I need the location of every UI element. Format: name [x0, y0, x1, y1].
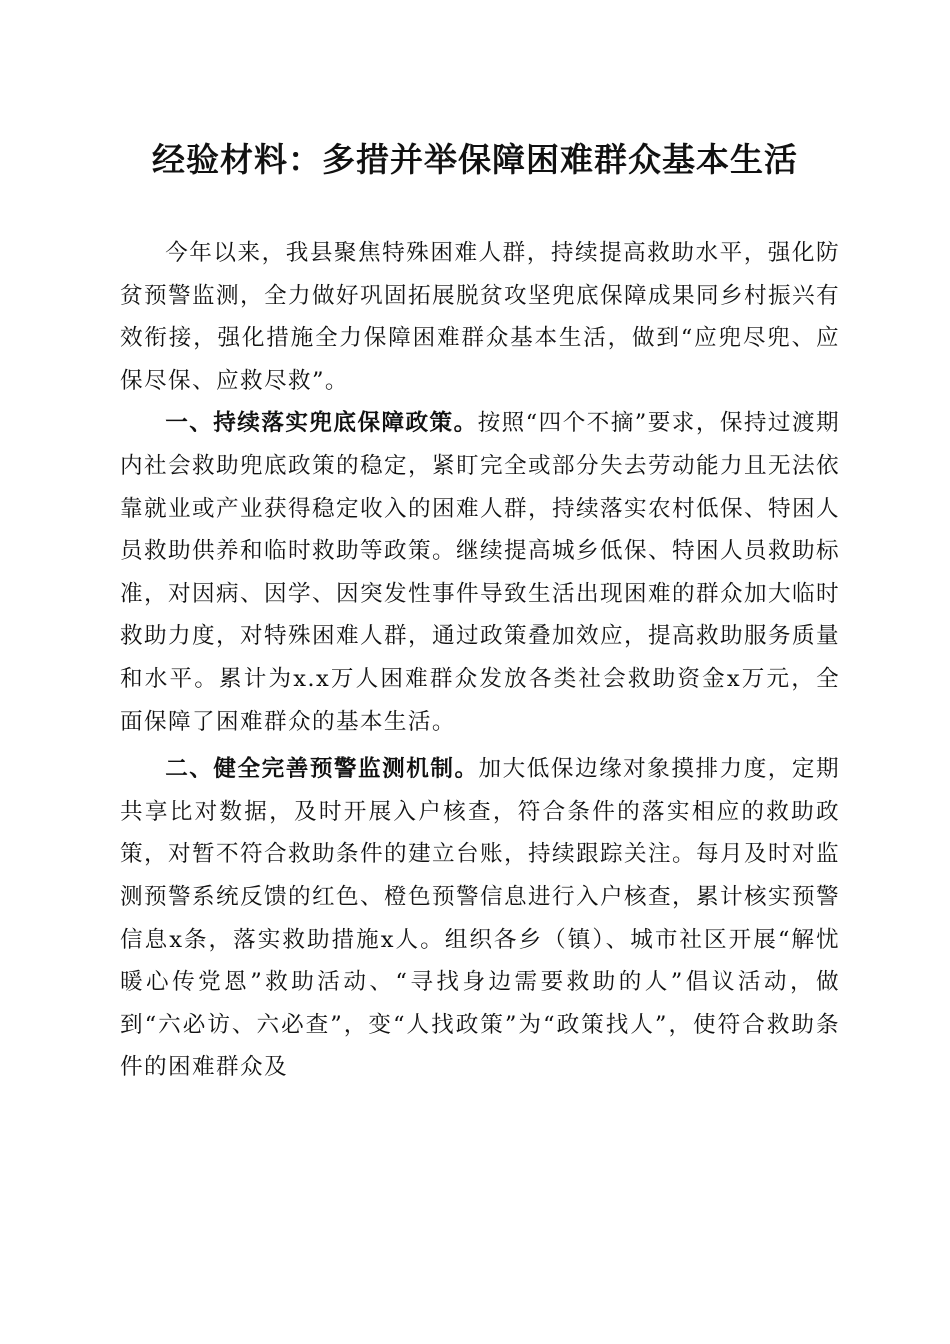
document-body	[120, 232, 840, 1089]
document-title: 经验材料：多措并举保障困难群众基本生活	[152, 140, 798, 179]
section-2-text: 加大低保边缘对象摸排力度，定期共享比对数据，及时开展入户核查，符合条件的落实相应的救助政策，对暂不符合救助条件的建立台账，持续跟踪关注。每月及时对监测预警系统反馈的红色、橙色预警信息进行入户核查，累计核实预警信息x条，落实救助措施x人。组织各乡（镇）、城市社区开展“解忧暖心传党恩”救助活动、“寻找身边需要救助的人”倡议活动，做到“六必访、六必查”，变“人找政策”为“政策找人”，使符合救助条件的困难群众及	[120, 756, 841, 1081]
section-1-paragraph	[120, 402, 840, 743]
intro-paragraph: 今年以来，我县聚焦特殊困难人群，持续提高救助水平，强化防贫预警监测，全力做好巩固拓展脱贫攻坚兜底保障成果同乡村振兴有效衔接，强化措施全力保障困难群众基本生活，做到“应兜尽兜、应保尽保、应救尽救”。	[120, 240, 840, 394]
section-2-heading: 二、健全完善预警监测机制。	[165, 756, 479, 783]
section-1-text: 按照“四个不摘”要求，保持过渡期内社会救助兜底政策的稳定，紧盯完全或部分失去劳动能力且无法依靠就业或产业获得稳定收入的困难人群，持续落实农村低保、特困人员救助供养和临时救助等政策。继续提高城乡低保、特困人员救助标准，对因病、因学、因突发性事件导致生活出现困难的群众加大临时救助力度，对特殊困难人群，通过政策叠加效应，提高救助服务质量和水平。累计为x.x万人困难群众发放各类社会救助资金x万元，全面保障了困难群众的基本生活。	[120, 410, 840, 735]
section-2-paragraph	[120, 748, 840, 1089]
section-1-heading: 一、持续落实兜底保障政策。	[165, 410, 478, 437]
